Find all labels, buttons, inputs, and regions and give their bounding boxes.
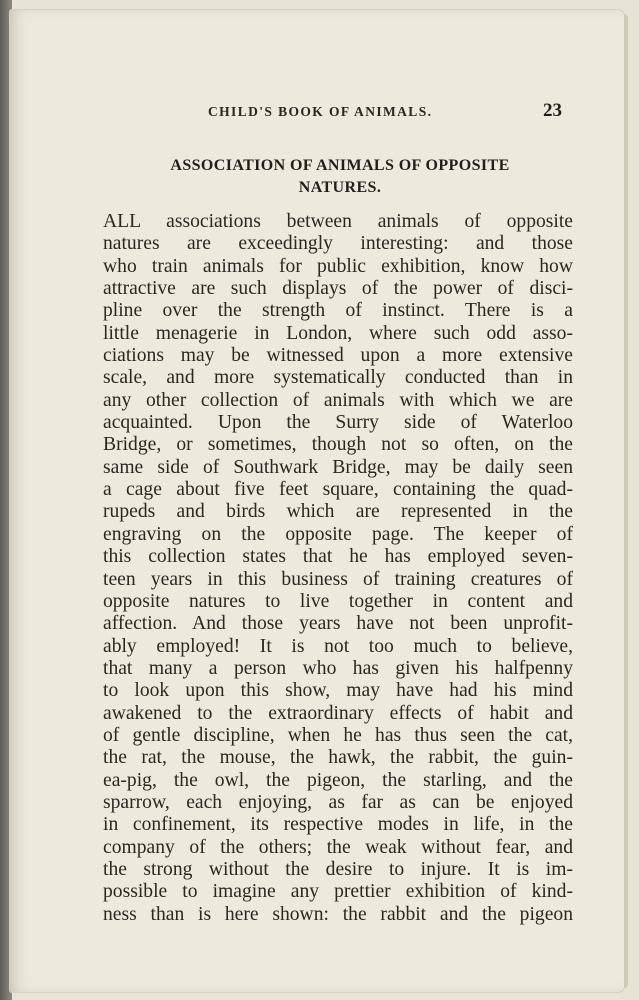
body-line: acquainted. Upon the Surry side of Waterloo: [103, 412, 573, 434]
body-line: possible to imagine any prettier exhibition of kind-: [103, 881, 573, 903]
section-heading-line-2: NATURES.: [298, 179, 382, 196]
body-line: in confinement, its respective modes in life, in the: [103, 814, 573, 836]
body-line: of gentle discipline, when he has thus seen the cat,: [103, 724, 573, 746]
body-line: opposite natures to live together in content and: [103, 590, 573, 612]
body-line: affection. And those years have not been unprofit-: [103, 613, 573, 635]
running-title: CHILD'S BOOK OF ANIMALS.: [208, 104, 433, 119]
body-line: Bridge, or sometimes, though not so often, on the: [103, 434, 573, 456]
section-heading: [110, 155, 570, 199]
body-line: ea-pig, the owl, the pigeon, the starling, and the: [103, 769, 573, 791]
body-line: the strong without the desire to injure. It is im-: [103, 858, 573, 880]
body-line: to look upon this show, may have had his mind: [103, 680, 573, 702]
body-line: who train animals for public exhibition, know how: [103, 255, 573, 277]
book-page: [10, 10, 624, 992]
body-line: a cage about five feet square, containing the quad-: [103, 479, 573, 501]
body-line: teen years in this business of training creatures of: [103, 568, 573, 590]
body-line: attractive are such displays of the power of disci-: [103, 278, 573, 300]
body-line: sparrow, each enjoying, as far as can be enjoyed: [103, 791, 573, 813]
body-line: ably employed! It is not too much to believe,: [103, 635, 573, 657]
body-line: ness than is here shown: the rabbit and the pigeon: [103, 903, 573, 925]
body-line: little menagerie in London, where such odd asso-: [103, 322, 573, 344]
body-line: rupeds and birds which are represented in the: [103, 501, 573, 523]
body-line: this collection states that he has employed seven-: [103, 546, 573, 568]
body-line: any other collection of animals with which we are: [103, 389, 573, 411]
running-head: [10, 98, 624, 128]
body-line: scale, and more systematically conducted than in: [103, 367, 573, 389]
body-line: the rat, the mouse, the hawk, the rabbit, the guin-: [103, 747, 573, 769]
section-heading-line-1: ASSOCIATION OF ANIMALS OF OPPOSITE: [170, 157, 510, 174]
body-line: awakened to the extraordinary effects of habit and: [103, 702, 573, 724]
body-line: that many a person who has given his halfpenny: [103, 657, 573, 679]
body-line: natures are exceedingly interesting: and those: [103, 233, 573, 255]
body-line: same side of Southwark Bridge, may be daily seen: [103, 456, 573, 478]
body-line: ALL associations between animals of opposite: [103, 211, 573, 232]
body-line: engraving on the opposite page. The keeper of: [103, 523, 573, 545]
body-line: company of the others; the weak without fear, and: [103, 836, 573, 858]
body-line: pline over the strength of instinct. There is a: [103, 300, 573, 322]
body-text: [103, 211, 573, 926]
body-line: ciations may be witnessed upon a more extensive: [103, 345, 573, 367]
page-number: 23: [543, 100, 562, 121]
